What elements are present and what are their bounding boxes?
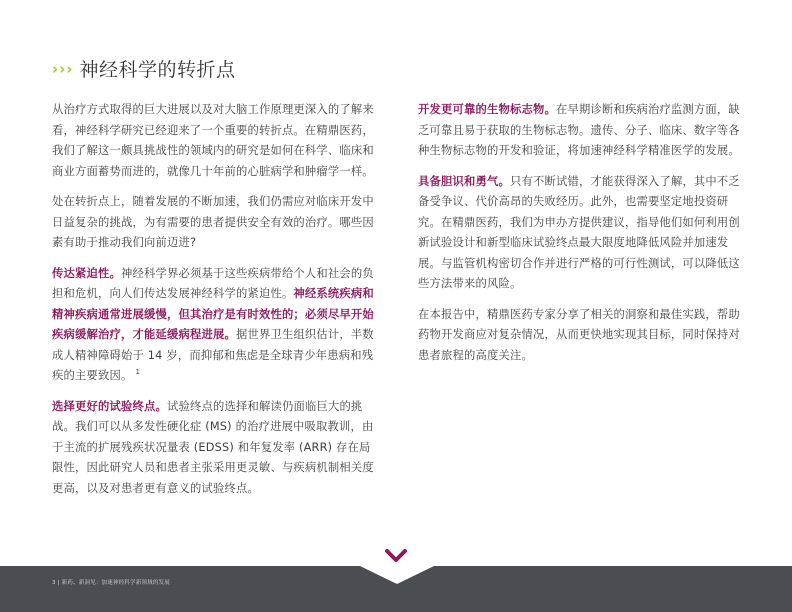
urgency-heading: 传达紧迫性。 <box>52 266 121 280</box>
intro-paragraph: 从治疗方式取得的巨大进展以及对大脑工作原理更深入的了解来看，神经科学研究已经迎来了一个重要的转折点。在精鼎医药，我们了解这一颇具挑战性的领域内的研究是如何在科学、临床和商业方面蓄势而进的，就像几十年前的心脏病学和肿瘤学一样。 <box>52 103 374 178</box>
urgency-paragraph <box>52 264 374 387</box>
left-column <box>52 100 374 509</box>
urgency-text: 神经科学界必须基于这些疾病带给个人和社会的负担和危机，向人们传达发展神经科学的紧迫性。 <box>52 266 374 300</box>
urgency-emphasis: 神经系统疾病和精神疾病通常进展缓慢，但其治疗是有时效性的；必须尽早开始疾病缓解治疗，才能延缓病程进展。 <box>52 287 374 341</box>
footnote-marker: 1 <box>135 368 141 377</box>
biomarkers-paragraph <box>418 100 740 162</box>
page-title <box>52 55 236 82</box>
courage-heading: 具备胆识和勇气。 <box>418 174 510 188</box>
endpoints-heading: 选择更好的试验终点。 <box>52 399 167 413</box>
right-column <box>418 100 740 376</box>
endpoints-paragraph <box>52 397 374 500</box>
courage-text: 只有不断试错，才能获得深入了解，其中不乏备受争议、代价高昂的失败经历。此外，也需要坚定地投资研究。在精鼎医药，我们为申办方提供建议，指导他们如何利用创新试验设计和新型临床试验终点最大限度地降低风险并加速发展。与监管机构密切合作并进行严格的可行性测试，可以降低这些方法带来的风险。 <box>418 174 740 290</box>
page-title-text: 神经科学的转折点 <box>79 59 236 81</box>
footer-notch <box>360 566 434 584</box>
endpoints-text: 试验终点的选择和解读仍面临巨大的挑战。我们可以从多发性硬化症 (MS) 的治疗进展中吸取教训，由于主流的扩展残疾状况量表 (EDSS) 和年复发率 (ARR) 存在局限性，因此研究人员和患者主张采用更灵敏、与疾病机制相关度更高，以及对患者更有意义的试验终点。 <box>52 399 374 495</box>
turning-point-paragraph: 处在转折点上，随着发展的不断加速，我们仍需应对临床开发中日益复杂的挑战，为有需要的患者提供安全有效的治疗。哪些因素有助于推动我们向前迈进? <box>52 195 374 249</box>
report-summary-paragraph: 在本报告中，精鼎医药专家分享了相关的洞察和最佳实践，帮助药物开发商应对复杂情况，从而更快地实现其目标，同时保持对患者旅程的高度关注。 <box>418 307 740 362</box>
chevron-down-icon[interactable] <box>384 548 408 564</box>
footer-page-label: 3 | 新药、新洞见：加速神经科学新领域的发展 <box>52 580 170 586</box>
biomarkers-heading: 开发更可靠的生物标志物。 <box>418 103 556 116</box>
courage-paragraph <box>418 172 740 295</box>
chevrons-icon: ››› <box>52 59 74 78</box>
urgency-text-2: 据世界卫生组织估计，半数成人精神障碍始于 14 岁，而抑郁和焦虑是全球青少年患病和残疾的主要致因。 <box>52 328 374 382</box>
biomarkers-text: 在早期诊断和疾病治疗监测方面，缺乏可靠且易于获取的生物标志物。遗传、分子、临床、数字等各种生物标志物的开发和验证，将加速神经科学精准医学的发展。 <box>418 103 740 157</box>
